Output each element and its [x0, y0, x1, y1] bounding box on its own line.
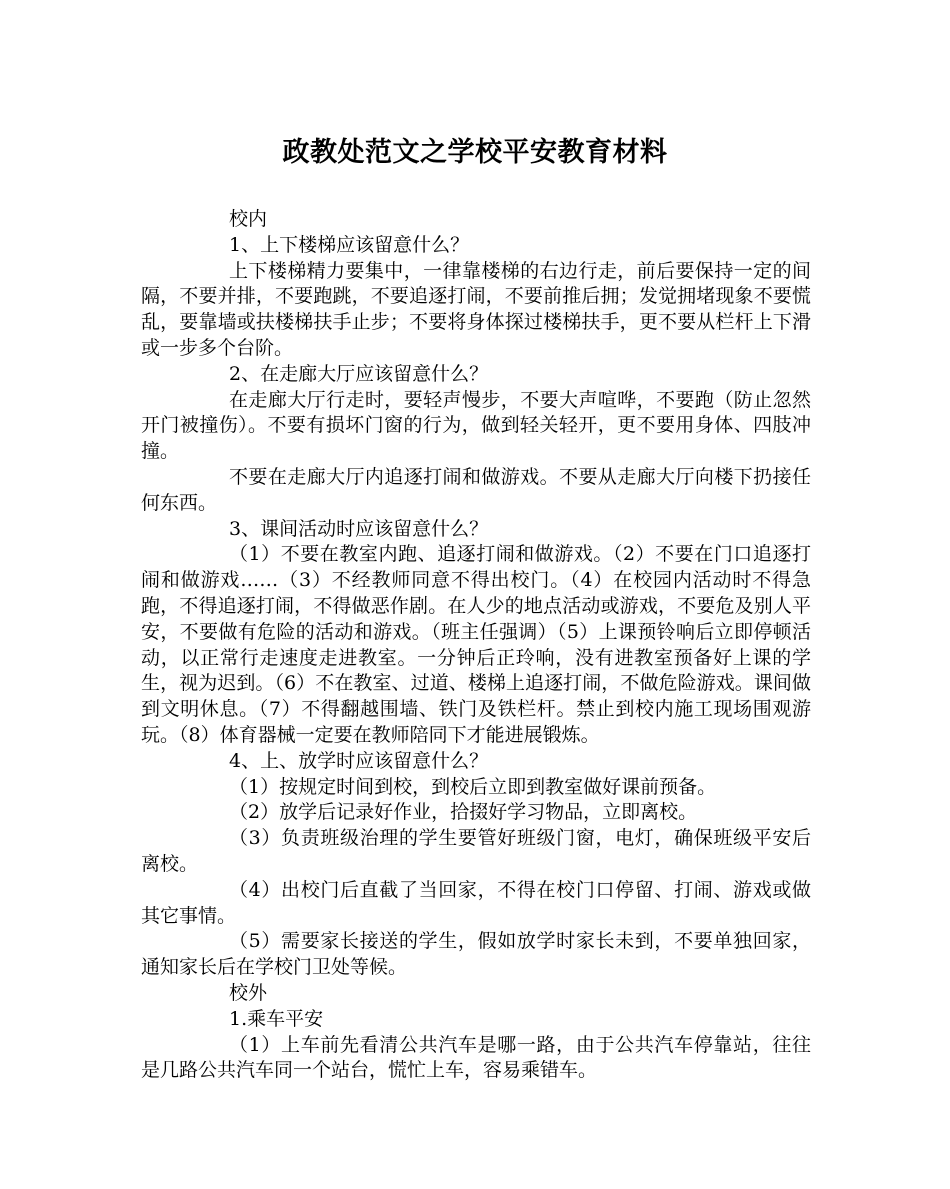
list-item-arrival-3: （3）负责班级治理的学生要管好班级门窗，电灯，确保班级平安后离校。	[141, 827, 811, 875]
question-heading-bus-safety: 1.乘车平安	[229, 1007, 324, 1030]
list-item-bus-1: （1）上车前先看清公共汽车是哪一路，由于公共汽车停靠站，往往是几路公共汽车同一个站台，慌忙上车，容易乘错车。	[141, 1033, 811, 1082]
paragraph-corridor-2: 不要在走廊大厅内追逐打闹和做游戏。不要从走廊大厅向楼下扔接任何东西。	[141, 465, 811, 514]
list-item-arrival-1: （1）按规定时间到校，到校后立即到教室做好课前预备。	[229, 775, 717, 798]
question-heading-corridor: 2、在走廊大厅应该留意什么？	[229, 362, 489, 385]
question-heading-arrival-dismissal: 4、上、放学时应该留意什么？	[229, 749, 489, 772]
question-heading-stairs: 1、上下楼梯应该留意什么？	[229, 233, 470, 256]
list-item-arrival-2: （2）放学后记录好作业，拾掇好学习物品，立即离校。	[229, 801, 698, 824]
document-body	[141, 207, 811, 1084]
paragraph-recess: （1）不要在教室内跑、追逐打闹和做游戏。（2）不要在门口追逐打闹和做游戏……（3）不经教师同意不得出校门。（4）在校园内活动时不得急跑，不得追逐打闹，不得做恶作剧。在人少的地点活动或游戏，不要危及别人平安，不要做有危险的活动和游戏。（班主任强调）（5）上课预铃响后立即停顿活动，以正常行走速度走进教室。一分钟后正玲响，没有进教室预备好上课的学生，视为迟到。（6）不在教室、过道、楼梯上追逐打闹，不做危险游戏。课间做到文明休息。（7）不得翻越围墙、铁门及铁栏杆。禁止到校内施工现场围观游玩。（8）体育器械一定要在教师陪同下才能进展锻炼。	[141, 543, 811, 746]
section-heading-off-campus: 校外	[229, 981, 268, 1004]
list-item-arrival-5: （5）需要家长接送的学生，假如放学时家长未到，不要单独回家，通知家长后在学校门卫处等候。	[141, 930, 811, 979]
paragraph-corridor: 在走廊大厅行走时，要轻声慢步，不要大声喧哗，不要跑（防止忽然开门被撞伤）。不要有损坏门窗的行为，做到轻关轻开，更不要用身体、四肢冲撞。	[141, 388, 811, 463]
paragraph-stairs: 上下楼梯精力要集中，一律靠楼梯的右边行走，前后要保持一定的间隔，不要并排，不要跑跳，不要追逐打闹，不要前推后拥；发觉拥堵现象不要慌乱，要靠墙或扶楼梯扶手止步；不要将身体探过楼梯扶手，更不要从栏杆上下滑或一步多个台阶。	[141, 259, 811, 359]
list-item-arrival-4: （4）出校门后直截了当回家，不得在校门口停留、打闹、游戏或做其它事情。	[141, 878, 811, 927]
section-heading-campus: 校内	[229, 208, 268, 230]
question-heading-recess: 3、课间活动时应该留意什么？	[229, 517, 489, 540]
document-title: 政教处范文之学校平安教育材料	[282, 137, 668, 168]
